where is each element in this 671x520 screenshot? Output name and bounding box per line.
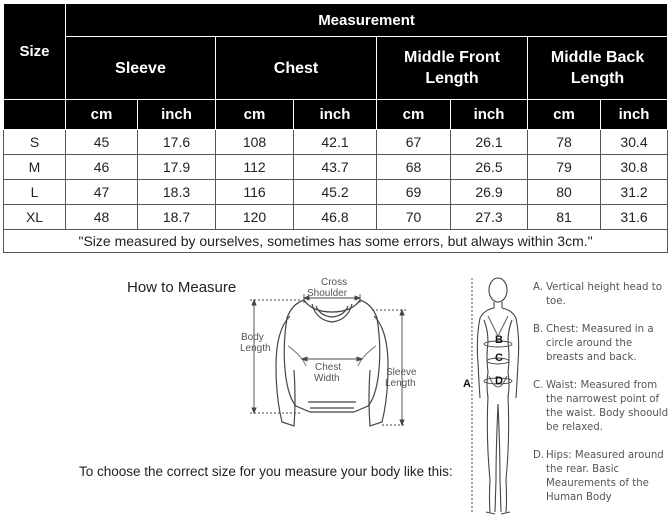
- table-cell: 48: [66, 205, 138, 230]
- group-header-sleeve: Sleeve: [66, 37, 216, 100]
- collar-outline: [312, 304, 352, 322]
- table-cell: 112: [216, 155, 294, 180]
- table-row: [4, 180, 668, 205]
- table-cell: 30.4: [601, 130, 668, 155]
- table-cell: 31.6: [601, 205, 668, 230]
- group-header-middle-front-length: Middle Front Length: [377, 37, 528, 100]
- sleeve-length-label: Length: [385, 378, 416, 389]
- unit-header: inch: [601, 100, 668, 130]
- table-cell: 18.7: [138, 205, 216, 230]
- table-cell: 43.7: [294, 155, 377, 180]
- table-cell: 27.3: [451, 205, 528, 230]
- size-chart-table: [3, 3, 668, 253]
- note-b: [533, 323, 669, 365]
- unit-header: inch: [294, 100, 377, 130]
- table-cell: 45: [66, 130, 138, 155]
- table-cell: 17.6: [138, 130, 216, 155]
- note-a: [533, 281, 669, 309]
- sleeve-length-label: Sleeve: [386, 367, 417, 378]
- table-cell: 78: [528, 130, 601, 155]
- note-letter: B.: [533, 324, 544, 335]
- chest-width-label: Width: [314, 373, 340, 384]
- chest-width-label: Chest: [315, 362, 342, 373]
- note-c: [533, 379, 669, 435]
- table-cell: 26.1: [451, 130, 528, 155]
- table-row: [4, 130, 668, 155]
- table-cell: 18.3: [138, 180, 216, 205]
- note-letter: C.: [533, 380, 544, 391]
- table-cell: 46: [66, 155, 138, 180]
- unit-header: cm: [216, 100, 294, 130]
- body-marker-c: C: [495, 352, 503, 364]
- group-header-chest: Chest: [216, 37, 377, 100]
- body-length-label: Body: [241, 332, 264, 343]
- unit-header: cm: [66, 100, 138, 130]
- sweater-diagram: [232, 270, 432, 445]
- unit-header: cm: [528, 100, 601, 130]
- table-row: [4, 205, 668, 230]
- size-cell: S: [4, 130, 66, 155]
- table-cell: 42.1: [294, 130, 377, 155]
- size-cell: XL: [4, 205, 66, 230]
- unit-header: inch: [138, 100, 216, 130]
- table-cell: 30.8: [601, 155, 668, 180]
- size-header: Size: [4, 4, 66, 100]
- body-length-label: Length: [240, 343, 271, 354]
- human-body-diagram: [458, 268, 533, 520]
- table-cell: 80: [528, 180, 601, 205]
- cross-shoulder-label: Shoulder: [307, 288, 348, 299]
- table-cell: 45.2: [294, 180, 377, 205]
- body-marker-b: B: [495, 334, 503, 346]
- choose-size-text: To choose the correct size for you measure your body like this:: [79, 464, 453, 479]
- measurement-notes: [533, 281, 669, 519]
- table-cell: 81: [528, 205, 601, 230]
- note-text: Chest: Measured in a circle around the breasts and back.: [546, 324, 654, 363]
- note-letter: D.: [533, 450, 545, 461]
- note-letter: A.: [533, 282, 544, 293]
- note-d: [533, 449, 669, 505]
- table-cell: 67: [377, 130, 451, 155]
- table-cell: 120: [216, 205, 294, 230]
- unit-header: cm: [377, 100, 451, 130]
- note-text: Vertical height head to toe.: [546, 282, 662, 307]
- how-to-measure-title: How to Measure: [127, 279, 237, 296]
- group-header-middle-back-length: Middle Back Length: [528, 37, 668, 100]
- table-cell: 69: [377, 180, 451, 205]
- table-cell: 46.8: [294, 205, 377, 230]
- measurement-header: Measurement: [66, 4, 668, 37]
- table-cell: 108: [216, 130, 294, 155]
- size-note: "Size measured by ourselves, sometimes has some errors, but always within 3cm.": [4, 230, 668, 253]
- size-cell: M: [4, 155, 66, 180]
- table-cell: 17.9: [138, 155, 216, 180]
- body-marker-d: D: [495, 375, 503, 387]
- table-cell: 116: [216, 180, 294, 205]
- table-cell: 68: [377, 155, 451, 180]
- table-cell: 31.2: [601, 180, 668, 205]
- note-text: Hips: Measured around the rear. Basic Meaurements of the Human Body: [546, 450, 664, 503]
- unit-header-blank: [4, 100, 66, 130]
- body-marker-a: A: [463, 378, 471, 390]
- table-cell: 47: [66, 180, 138, 205]
- table-cell: 26.5: [451, 155, 528, 180]
- table-cell: 70: [377, 205, 451, 230]
- size-cell: L: [4, 180, 66, 205]
- table-cell: 79: [528, 155, 601, 180]
- table-cell: 26.9: [451, 180, 528, 205]
- unit-header: inch: [451, 100, 528, 130]
- note-text: Waist: Measured from the narrowest point of the waist. Body shoould be relaxed.: [546, 380, 669, 433]
- cross-shoulder-label: Cross: [321, 277, 348, 288]
- table-row: [4, 155, 668, 180]
- note-row: [4, 230, 668, 253]
